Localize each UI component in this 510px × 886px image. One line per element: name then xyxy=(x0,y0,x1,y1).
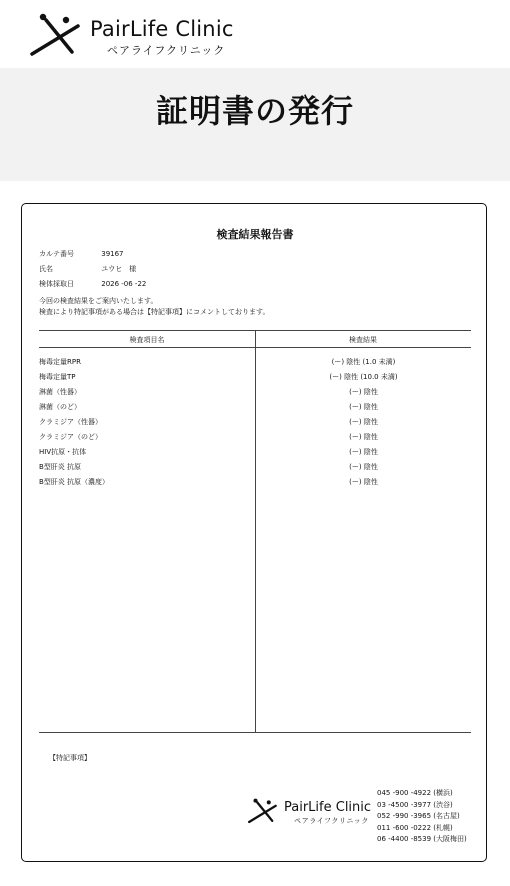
info-row-name xyxy=(39,264,136,274)
column-header-result: 検査結果 xyxy=(349,336,377,344)
info-value: ユウヒ 様 xyxy=(101,265,137,273)
clinic-logo-icon[interactable] xyxy=(30,12,82,58)
footer-logo-icon xyxy=(248,797,278,825)
phone-number: 03 -4500 -3977 (渋谷) xyxy=(377,800,453,809)
phone-number: 011 -600 -0222 (札幌) xyxy=(377,823,453,832)
test-item: 梅毒定量TP xyxy=(39,373,76,381)
page-title: 証明書の発行 xyxy=(155,92,354,130)
test-result: (ー) 陰性 xyxy=(349,448,378,456)
phone-number: 052 -990 -3965 (名古屋) xyxy=(377,812,460,820)
test-item: B型肝炎 抗原（濃度） xyxy=(39,478,110,486)
clinic-phone-list xyxy=(377,788,467,846)
certificate-document xyxy=(21,203,487,862)
info-row-chart-number xyxy=(39,249,124,259)
test-result: (ー) 陰性 xyxy=(349,478,378,486)
info-row-sample-date xyxy=(39,279,146,289)
test-item: 梅毒定量RPR xyxy=(39,358,81,366)
column-header-item: 検査項目名 xyxy=(129,336,165,344)
phone-number: 06 -4400 -8539 (大阪梅田) xyxy=(377,835,467,843)
page-banner xyxy=(0,68,510,181)
table-column-divider xyxy=(255,330,256,732)
test-item: クラミジア（性器） xyxy=(39,418,102,426)
test-result: (ー) 陰性 (1.0 未満) xyxy=(331,358,396,366)
test-result: (ー) 陰性 xyxy=(349,418,378,426)
info-label: カルテ番号 xyxy=(39,250,74,258)
info-label: 氏名 xyxy=(39,265,53,273)
document-title: 検査結果報告書 xyxy=(216,228,294,241)
footer-brand-jp: ペアライフクリニック xyxy=(294,817,369,825)
info-label: 検体採取日 xyxy=(39,280,74,288)
intro-text xyxy=(39,296,269,318)
test-item: HIV抗原・抗体 xyxy=(39,448,87,456)
test-item: 淋菌（性器） xyxy=(39,388,81,396)
test-result: (ー) 陰性 xyxy=(349,403,378,411)
test-item: B型肝炎 抗原 xyxy=(39,463,82,471)
footer-brand-en: PairLife Clinic xyxy=(284,800,372,815)
table-bottom-border xyxy=(39,732,471,733)
info-value: 39167 xyxy=(101,250,124,258)
special-notes-label: 【特記事項】 xyxy=(49,754,91,762)
test-item: 淋菌（のど） xyxy=(39,403,81,411)
intro-line: 今回の検査結果をご案内いたします。 xyxy=(39,297,158,305)
site-header xyxy=(0,0,510,68)
brand-name-en[interactable]: PairLife Clinic xyxy=(90,17,234,41)
test-result: (ー) 陰性 xyxy=(349,463,378,471)
intro-line: 検査により特記事項がある場合は【特記事項】にコメントしております。 xyxy=(39,308,270,316)
brand-name-jp: ペアライフクリニック xyxy=(107,44,226,57)
test-result: (ー) 陰性 xyxy=(349,433,378,441)
phone-number: 045 -900 -4922 (横浜) xyxy=(377,789,453,797)
test-result: (ー) 陰性 (10.0 未満) xyxy=(329,373,398,381)
test-item: クラミジア（のど） xyxy=(39,433,102,441)
test-result: (ー) 陰性 xyxy=(349,388,378,396)
info-value: 2026 -06 -22 xyxy=(101,280,147,288)
